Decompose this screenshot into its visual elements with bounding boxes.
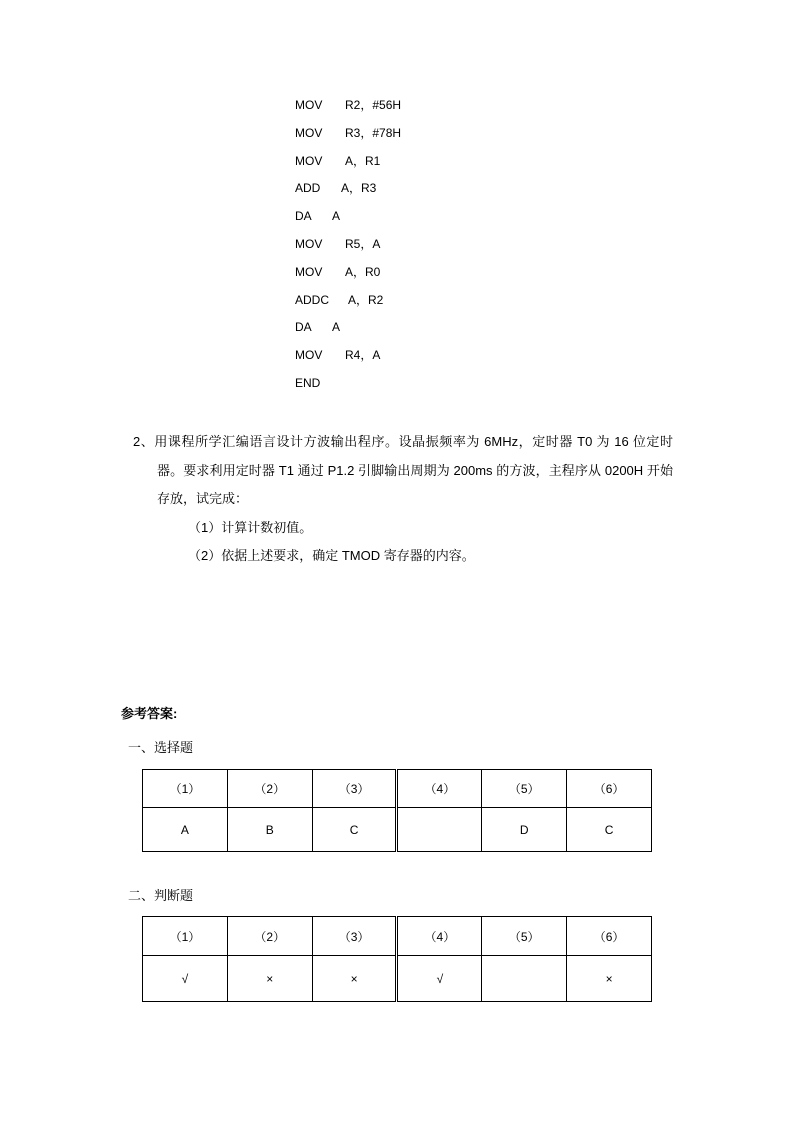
table-cell: C (312, 808, 397, 852)
table-row (143, 808, 652, 852)
question-2-sub-1: （1）计算计数初值。 (188, 519, 313, 535)
table-header-row (143, 917, 652, 956)
code-opcode: ADD (295, 181, 321, 196)
table-row (143, 956, 652, 1002)
table-cell: A (143, 808, 228, 852)
code-opcode: END (295, 375, 321, 390)
code-operands: A，R0 (345, 264, 381, 279)
judge-section-title: 二、判断题 (128, 888, 194, 903)
code-listing (295, 96, 401, 402)
code-opcode: DA (295, 209, 312, 224)
code-opcode: MOV (295, 348, 323, 363)
table-header-row (143, 770, 652, 808)
judge-answer-table (142, 916, 652, 1002)
code-opcode: MOV (295, 264, 323, 279)
code-operands: R3，#78H (345, 125, 402, 140)
code-line (295, 346, 401, 374)
answers-heading: 参考答案: (121, 706, 178, 721)
code-line (295, 235, 401, 263)
table-header-cell: （6） (567, 770, 652, 808)
code-opcode: MOV (295, 236, 323, 251)
table-cell: √ (143, 956, 228, 1002)
code-line (295, 263, 401, 291)
question-2 (133, 428, 673, 571)
table-cell: × (227, 956, 312, 1002)
code-opcode: ADDC (295, 292, 330, 307)
code-line (295, 179, 401, 207)
table-header-cell: （2） (227, 770, 312, 808)
table-header-cell: （1） (143, 917, 228, 956)
code-opcode: MOV (295, 153, 323, 168)
table-header-cell: （3） (312, 917, 397, 956)
table-cell: √ (397, 956, 482, 1002)
code-operands: A (332, 209, 341, 224)
question-2-text: 2、用课程所学汇编语言设计方波输出程序。设晶振频率为 6MHz，定时器 T0 为 16 位定时器。要求利用定时器 T1 通过 P1.2 引脚输出周期为 200ms 的方波，主程序从 0200H 开始存放，试完成： (133, 434, 673, 506)
choice-section-title: 一、选择题 (128, 740, 194, 755)
table-cell: B (227, 808, 312, 852)
code-operands: A，R2 (348, 292, 384, 307)
code-line (295, 124, 401, 152)
table-cell: D (482, 808, 567, 852)
code-line (295, 207, 401, 235)
code-operands: A (332, 320, 341, 335)
table-header-cell: （1） (143, 770, 228, 808)
code-operands: A，R1 (345, 153, 381, 168)
code-line (295, 318, 401, 346)
question-2-sub-2: （2）依据上述要求，确定 TMOD 寄存器的内容。 (188, 548, 475, 563)
code-opcode: DA (295, 320, 312, 335)
code-opcode: MOV (295, 125, 323, 140)
choice-answer-table (142, 769, 652, 852)
code-operands: R2，#56H (345, 98, 402, 112)
table-header-cell: （5） (482, 770, 567, 808)
table-cell: × (312, 956, 397, 1002)
table-header-cell: （5） (482, 917, 567, 956)
table-header-cell: （4） (397, 917, 482, 956)
table-header-cell: （3） (312, 770, 397, 808)
code-operands: A，R3 (341, 181, 377, 196)
code-opcode: MOV (295, 98, 323, 112)
table-header-cell: （4） (397, 770, 482, 808)
table-header-cell: （2） (227, 917, 312, 956)
code-line (295, 291, 401, 319)
table-cell: × (567, 956, 652, 1002)
table-header-cell: （6） (567, 917, 652, 956)
table-cell (482, 956, 567, 1002)
table-cell (397, 808, 482, 852)
code-operands: R4，A (345, 348, 381, 363)
table-cell: C (567, 808, 652, 852)
code-line (295, 374, 401, 402)
code-operands: R5，A (345, 236, 381, 251)
code-line (295, 152, 401, 180)
code-line (295, 96, 401, 124)
